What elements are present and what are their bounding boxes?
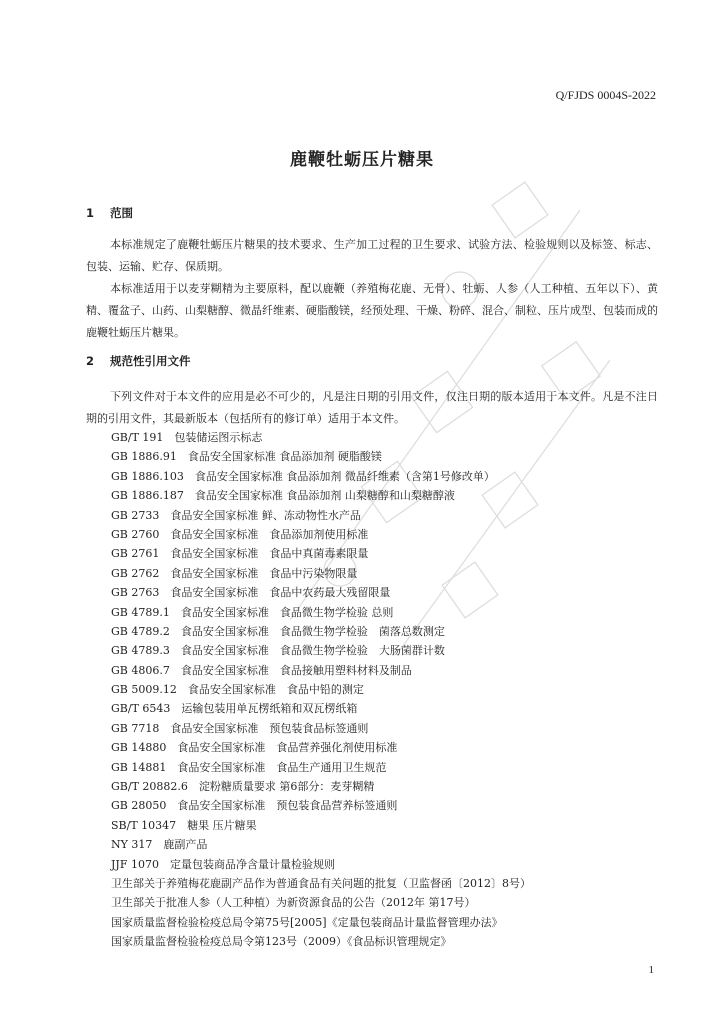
reference-item: GB/T 6543 运输包装用单瓦楞纸箱和双瓦楞纸箱 xyxy=(111,702,358,716)
reference-item: 国家质量监督检验检疫总局令第75号[2005]《定量包装商品计量监督管理办法》 xyxy=(111,915,503,929)
reference-item: GB/T 20882.6 淀粉糖质量要求 第6部分：麦芽糊精 xyxy=(111,780,375,794)
standard-code: Q/FJDS 0004S-2022 xyxy=(555,88,656,102)
reference-item: JJF 1070 定量包装商品净含量计量检验规则 xyxy=(111,857,335,871)
reference-item: GB 4789.3 食品安全国家标准 食品微生物学检验 大肠菌群计数 xyxy=(111,644,445,658)
reference-item: GB 7718 食品安全国家标准 预包装食品标签通则 xyxy=(111,721,369,735)
scope-paragraph-1: 本标准规定了鹿鞭牡蛎压片糖果的技术要求、生产加工过程的卫生要求、试验方法、检验规则以及标签、标志、包装、运输、贮存、保质期。 xyxy=(86,238,658,273)
reference-item: GB 1886.103 食品安全国家标准 食品添加剂 微晶纤维素（含第1号修改单） xyxy=(111,469,495,483)
reference-item: 卫生部关于批准人参（人工种植）为新资源食品的公告（2012年 第17号） xyxy=(111,896,476,910)
section-number: 2 xyxy=(86,354,95,368)
reference-item: GB 5009.12 食品安全国家标准 食品中铅的测定 xyxy=(111,683,364,697)
page-number: 1 xyxy=(648,964,654,976)
reference-item: GB 4789.1 食品安全国家标准 食品微生物学检验 总则 xyxy=(111,605,394,619)
reference-item: GB 4789.2 食品安全国家标准 食品微生物学检验 菌落总数测定 xyxy=(111,624,445,638)
document-title: 鹿鞭牡蛎压片糖果 xyxy=(290,150,434,170)
section-title: 范围 xyxy=(110,206,134,220)
reference-item: GB 1886.91 食品安全国家标准 食品添加剂 硬脂酸镁 xyxy=(111,450,382,464)
scope-paragraph-2: 本标准适用于以麦芽糊精为主要原料，配以鹿鞭（养殖梅花鹿、无骨）、牡蛎、人参（人工种植、五年以下）、黄精、覆盆子、山药、山梨糖醇、微晶纤维素、硬脂酸镁，经预处理、干燥、粉碎、混合、制粒、压片成型、包装而成的鹿鞭牡蛎压片糖果。 xyxy=(86,282,658,339)
reference-item: GB 2762 食品安全国家标准 食品中污染物限量 xyxy=(111,566,358,580)
section-number: 1 xyxy=(86,206,95,220)
reference-item: SB/T 10347 糖果 压片糖果 xyxy=(111,818,257,832)
reference-item: 卫生部关于养殖梅花鹿副产品作为普通食品有关问题的批复（卫监督函〔2012〕8号） xyxy=(111,876,531,890)
references-intro-paragraph: 下列文件对于本文件的应用是必不可少的，凡是注日期的引用文件，仅注日期的版本适用于本文件。凡是不注日期的引用文件，其最新版本（包括所有的修订单）适用于本文件。 xyxy=(86,390,658,425)
reference-item: GB 14880 食品安全国家标准 食品营养强化剂使用标准 xyxy=(111,741,398,755)
section-heading-normative-references xyxy=(86,353,191,369)
reference-item: NY 317 鹿副产品 xyxy=(111,838,208,852)
reference-list xyxy=(111,428,531,952)
section-heading-scope xyxy=(86,205,133,221)
reference-item: GB 2761 食品安全国家标准 食品中真菌毒素限量 xyxy=(111,547,369,561)
reference-item: GB 2760 食品安全国家标准 食品添加剂使用标准 xyxy=(111,527,369,541)
reference-item: GB 14881 食品安全国家标准 食品生产通用卫生规范 xyxy=(111,760,387,774)
section-title: 规范性引用文件 xyxy=(110,354,191,368)
reference-item: GB/T 191 包装储运图示标志 xyxy=(111,431,263,444)
reference-item: 国家质量监督检验检疫总局令第123号（2009）《食品标识管理规定》 xyxy=(111,935,452,949)
reference-item: GB 2763 食品安全国家标准 食品中农药最大残留限量 xyxy=(111,586,391,600)
reference-item: GB 1886.187 食品安全国家标准 食品添加剂 山梨糖醇和山梨糖醇液 xyxy=(111,489,455,503)
reference-item: GB 2733 食品安全国家标准 鲜、冻动物性水产品 xyxy=(111,508,361,522)
reference-item: GB 4806.7 食品安全国家标准 食品接触用塑料材料及制品 xyxy=(111,663,412,677)
reference-item: GB 28050 食品安全国家标准 预包装食品营养标签通则 xyxy=(111,799,398,813)
